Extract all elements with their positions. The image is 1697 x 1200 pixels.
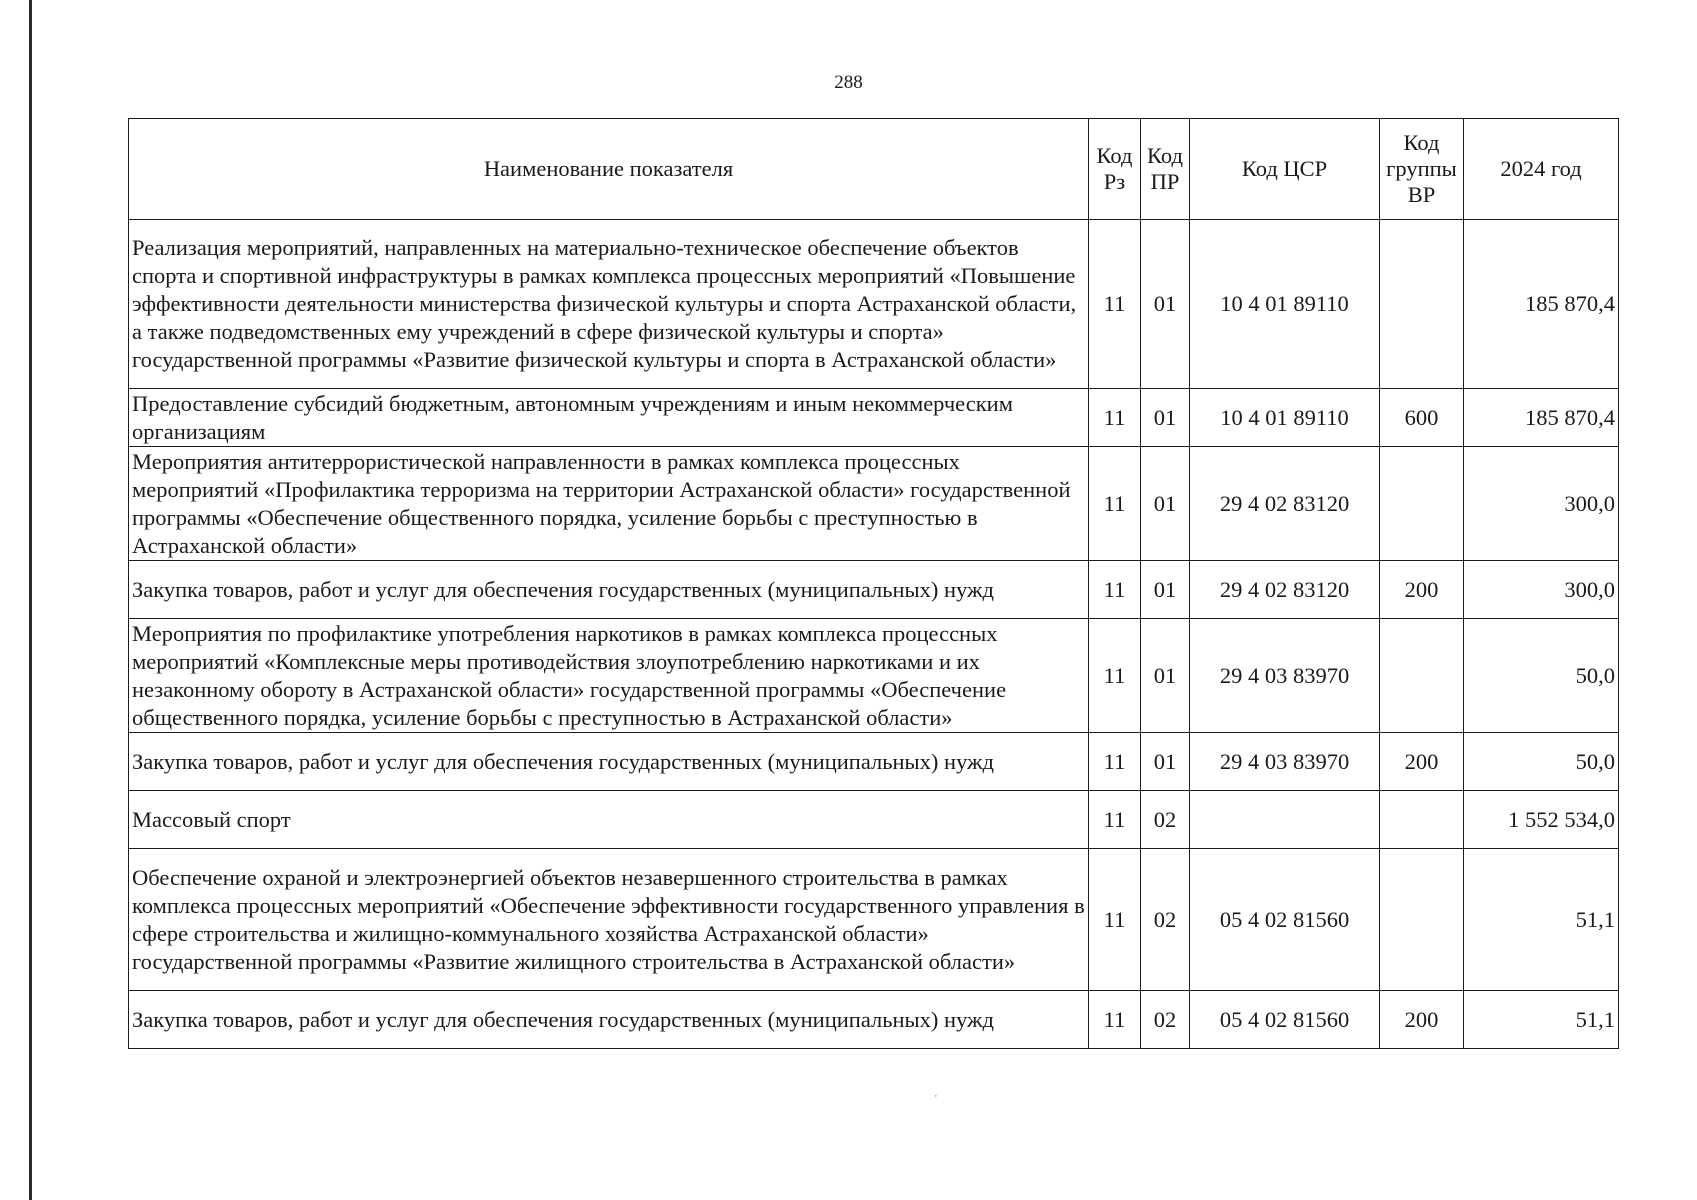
- table-row: [129, 220, 1619, 389]
- row-name: Реализация мероприятий, направленных на материально-техническое обеспечение объектов спорта и спортивной инфраструктуры в рамках комплекса процессных мероприятий «Повышение эффективности деятельности министерства физической культуры и спорта Астраханской области, а также подведомственных ему учреждений в сфере физической культуры и спорта» государственной программы «Развитие физической культуры и спорта в Астраханской области»: [129, 220, 1089, 389]
- row-pr: 01: [1141, 220, 1190, 389]
- row-csr: 10 4 01 89110: [1190, 389, 1380, 447]
- row-rz: 11: [1089, 220, 1141, 389]
- table-row: [129, 849, 1619, 991]
- table-row: [129, 791, 1619, 849]
- row-amount: 300,0: [1464, 561, 1619, 619]
- row-vr: 200: [1380, 733, 1464, 791]
- header-csr: Код ЦСР: [1190, 119, 1380, 220]
- row-csr: 29 4 02 83120: [1190, 561, 1380, 619]
- row-name: Массовый спорт: [129, 791, 1089, 849]
- table-row: [129, 619, 1619, 733]
- budget-table: [128, 118, 1619, 1049]
- row-vr: 600: [1380, 389, 1464, 447]
- row-rz: 11: [1089, 619, 1141, 733]
- row-pr: 02: [1141, 991, 1190, 1049]
- header-pr: Код ПР: [1141, 119, 1190, 220]
- row-rz: 11: [1089, 733, 1141, 791]
- row-vr: [1380, 619, 1464, 733]
- row-name: Закупка товаров, работ и услуг для обеспечения государственных (муниципальных) нужд: [129, 733, 1089, 791]
- row-amount: 51,1: [1464, 991, 1619, 1049]
- row-vr: 200: [1380, 991, 1464, 1049]
- row-rz: 11: [1089, 389, 1141, 447]
- row-amount: 300,0: [1464, 447, 1619, 561]
- row-csr: [1190, 791, 1380, 849]
- header-year: 2024 год: [1464, 119, 1619, 220]
- row-pr: 01: [1141, 561, 1190, 619]
- row-name: Обеспечение охраной и электроэнергией объектов незавершенного строительства в рамках комплекса процессных мероприятий «Обеспечение эффективности государственного управления в сфере строительства и жилищно-коммунального хозяйства Астраханской области» государственной программы «Развитие жилищного строительства в Астраханской области»: [129, 849, 1089, 991]
- row-name: Предоставление субсидий бюджетным, автономным учреждениям и иным некоммерческим организациям: [129, 389, 1089, 447]
- header-rz: Код Рз: [1089, 119, 1141, 220]
- table-row: [129, 389, 1619, 447]
- row-rz: 11: [1089, 791, 1141, 849]
- row-name: Закупка товаров, работ и услуг для обеспечения государственных (муниципальных) нужд: [129, 991, 1089, 1049]
- row-name: Закупка товаров, работ и услуг для обеспечения государственных (муниципальных) нужд: [129, 561, 1089, 619]
- binding-edge-line: [29, 0, 32, 1200]
- row-vr: [1380, 220, 1464, 389]
- row-amount: 50,0: [1464, 619, 1619, 733]
- table-row: [129, 991, 1619, 1049]
- row-rz: 11: [1089, 561, 1141, 619]
- row-pr: 02: [1141, 849, 1190, 991]
- table-header-row: [129, 119, 1619, 220]
- row-csr: 29 4 02 83120: [1190, 447, 1380, 561]
- row-csr: 29 4 03 83970: [1190, 733, 1380, 791]
- row-vr: 200: [1380, 561, 1464, 619]
- page-number: 288: [834, 72, 863, 93]
- row-vr: [1380, 791, 1464, 849]
- row-vr: [1380, 849, 1464, 991]
- row-csr: 29 4 03 83970: [1190, 619, 1380, 733]
- table-row: [129, 733, 1619, 791]
- row-vr: [1380, 447, 1464, 561]
- row-name: Мероприятия по профилактике употребления наркотиков в рамках комплекса процессных мероприятий «Комплексные меры противодействия злоупотреблению наркотиками и их незаконному обороту в Астраханской области» государственной программы «Обеспечение общественного порядка, усиление борьбы с преступностью в Астраханской области»: [129, 619, 1089, 733]
- table-row: [129, 561, 1619, 619]
- table-row: [129, 447, 1619, 561]
- row-pr: 01: [1141, 389, 1190, 447]
- row-pr: 02: [1141, 791, 1190, 849]
- row-name: Мероприятия антитеррористической направленности в рамках комплекса процессных мероприятий «Профилактика терроризма на территории Астраханской области» государственной программы «Обеспечение общественного порядка, усиление борьбы с преступностью в Астраханской области»: [129, 447, 1089, 561]
- row-csr: 05 4 02 81560: [1190, 991, 1380, 1049]
- row-amount: 1 552 534,0: [1464, 791, 1619, 849]
- stray-scan-mark: ': [935, 1094, 937, 1105]
- row-amount: 51,1: [1464, 849, 1619, 991]
- row-rz: 11: [1089, 447, 1141, 561]
- row-csr: 05 4 02 81560: [1190, 849, 1380, 991]
- header-name: Наименование показателя: [129, 119, 1089, 220]
- row-amount: 185 870,4: [1464, 389, 1619, 447]
- row-rz: 11: [1089, 849, 1141, 991]
- header-vr: Код группы ВР: [1380, 119, 1464, 220]
- row-rz: 11: [1089, 991, 1141, 1049]
- row-pr: 01: [1141, 733, 1190, 791]
- row-amount: 50,0: [1464, 733, 1619, 791]
- row-csr: 10 4 01 89110: [1190, 220, 1380, 389]
- row-amount: 185 870,4: [1464, 220, 1619, 389]
- row-pr: 01: [1141, 619, 1190, 733]
- row-pr: 01: [1141, 447, 1190, 561]
